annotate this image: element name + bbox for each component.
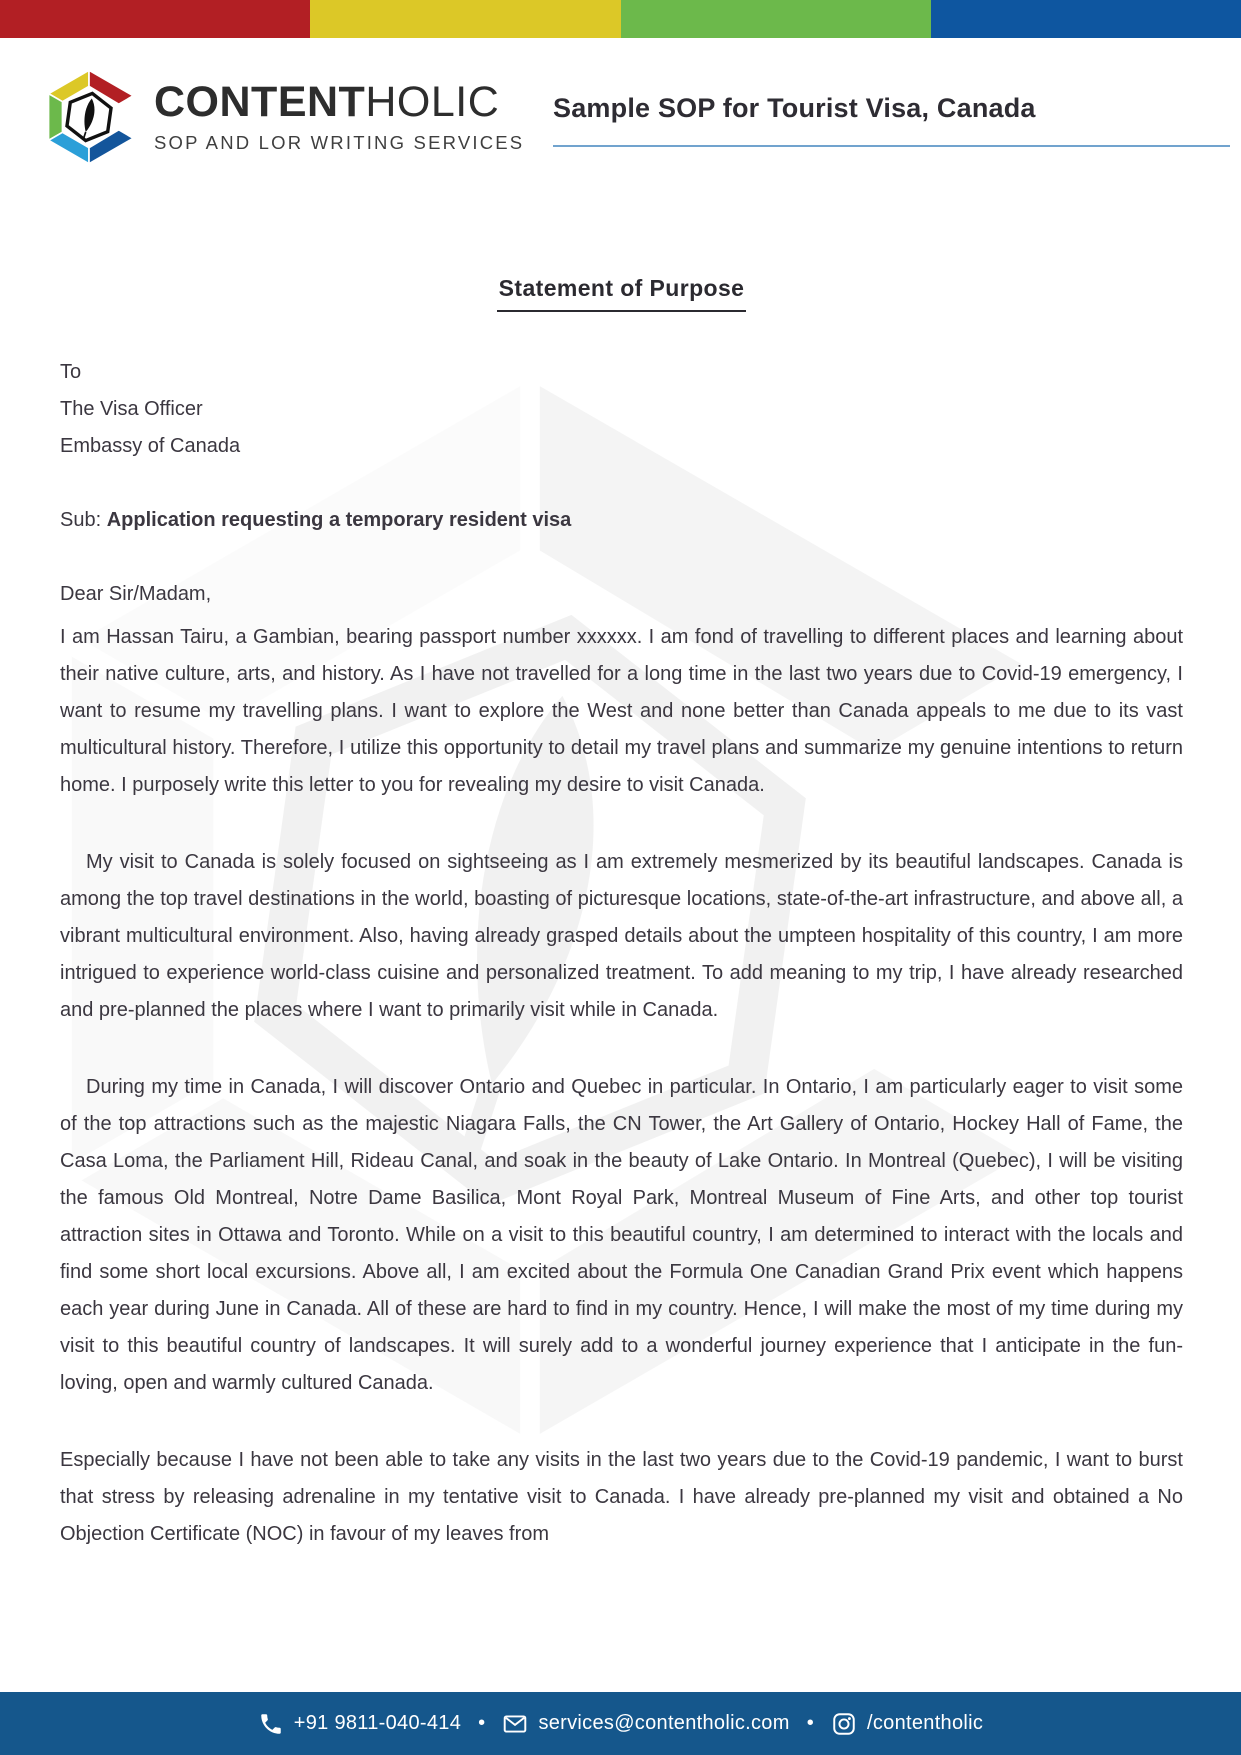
page-title: Sample SOP for Tourist Visa, Canada [553, 93, 1230, 147]
brand-name [154, 77, 524, 126]
recipient-line: Embassy of Canada [60, 435, 241, 457]
recipient-block [60, 354, 1183, 465]
envelope-icon [502, 1711, 528, 1737]
email-address: services@contentholic.com [538, 1712, 790, 1734]
instagram-icon [831, 1711, 857, 1737]
brand-name-part2: HOLIC [365, 77, 500, 126]
subject-label: Sub: [60, 509, 107, 531]
brand-tagline: SOP AND LOR WRITING SERVICES [154, 132, 525, 154]
phone-contact[interactable] [258, 1711, 461, 1737]
letter-content [60, 270, 1183, 1553]
brand-text-block [154, 77, 525, 154]
top-bar-segment-red [0, 0, 310, 38]
phone-number: +91 9811-040-414 [293, 1712, 462, 1734]
instagram-handle: /contentholic [867, 1712, 984, 1734]
paragraph: My visit to Canada is solely focused on sightseeing as I am extremely mesmerized by its beautiful landscapes. Canada is among the top travel destinations in the world, boasting of picturesque locations, state-of-the-art infrastructure, and above all, a vibrant multicultural environment. Also, having already grasped details about the umpteen hospitality of this country, I am more intrigued to experience world-class cuisine and personalized treatment. To add meaning to my trip, I have already researched and pre-planned the places where I want to primarily visit while in Canada. [60, 851, 1183, 1021]
subject-line [60, 502, 1183, 539]
contentholic-logo [38, 66, 524, 168]
phone-icon [258, 1711, 284, 1737]
hexagon-quill-logo-icon [38, 66, 140, 168]
brand-name-part1: CONTENT [154, 77, 366, 126]
dot-separator: • [806, 1712, 814, 1734]
email-contact[interactable] [502, 1711, 789, 1737]
instagram-contact[interactable] [831, 1711, 983, 1737]
paragraph: During my time in Canada, I will discover Ontario and Quebec in particular. In Ontario, I am particularly eager to visit some of the top attractions such as the majestic Niagara Falls, the CN Tower, the Art Gallery of Ontario, Hockey Hall of Fame, the Casa Loma, the Parliament Hill, Rideau Canal, and soak in the beauty of Lake Ontario. In Montreal (Quebec), I will be visiting the famous Old Montreal, Notre Dame Basilica, Mont Royal Park, Montreal Museum of Fine Arts, and other top tourist attraction sites in Ottawa and Toronto. While on a visit to this beautiful country, I am determined to interact with the locals and find some short local excursions. Above all, I am excited about the Formula One Canadian Grand Prix event which happens each year during June in Canada. All of these are hard to find in my country. Hence, I will make the most of my time during my visit to this beautiful country of landscapes. It will surely add to a wonderful journey experience that I anticipate in the fun-loving, open and warmly cultured Canada. [60, 1076, 1183, 1394]
contact-footer [0, 1692, 1241, 1755]
recipient-line: To [60, 361, 82, 383]
paragraph: I am Hassan Tairu, a Gambian, bearing passport number xxxxxx. I am fond of travelling to different places and learning about their native culture, arts, and history. As I have not travelled for a long time in the last two years due to Covid-19 emergency, I want to resume my travelling plans. I want to explore the West and none better than Canada appeals to me due to its vast multicultural history. Therefore, I utilize this opportunity to detail my travel plans and summarize my genuine intentions to return home. I purposely write this letter to you for revealing my desire to visit Canada. [60, 626, 1183, 796]
top-color-bar [0, 0, 1241, 38]
salutation: Dear Sir/Madam, [60, 583, 212, 605]
top-bar-segment-yellow [310, 0, 620, 38]
dot-separator: • [478, 1712, 486, 1734]
recipient-line: The Visa Officer [60, 398, 203, 420]
paragraph: Especially because I have not been able to take any visits in the last two years due to the Covid-19 pandemic, I want to burst that stress by releasing adrenaline in my tentative visit to Canada. I have already pre-planned my visit and obtained a No Objection Certificate (NOC) in favour of my leaves from [60, 1449, 1183, 1545]
top-bar-segment-green [621, 0, 931, 38]
top-bar-segment-blue [931, 0, 1241, 38]
subject-text: Application requesting a temporary resident visa [106, 509, 572, 531]
document-title: Statement of Purpose [497, 270, 747, 312]
letterhead-header [0, 38, 1241, 178]
